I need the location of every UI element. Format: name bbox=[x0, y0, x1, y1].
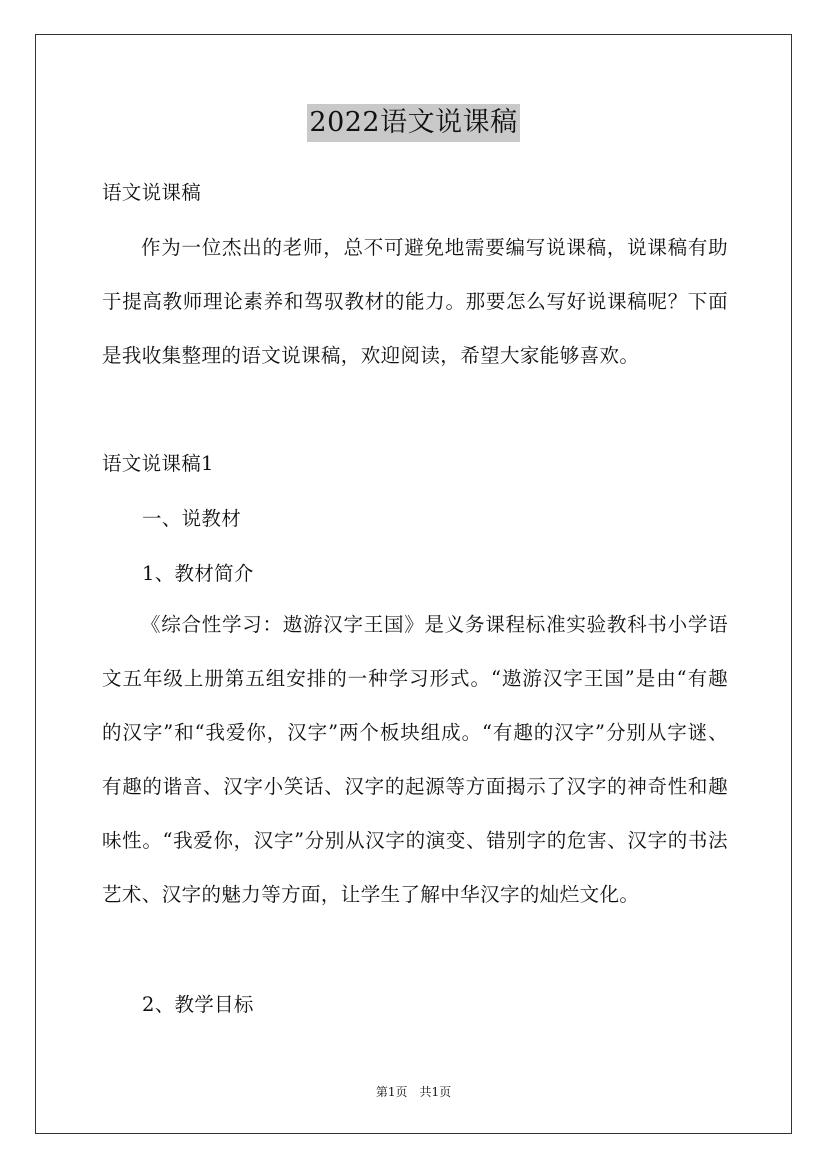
intro-heading: 语文说课稿 bbox=[102, 181, 202, 204]
section-title: 语文说课稿1 bbox=[102, 452, 214, 475]
intro-paragraph: 作为一位杰出的老师，总不可避免地需要编写说课稿，说课稿有助于提高教师理论素养和驾驭教材的能力。那要怎么写好说课稿呢？下面是我收集整理的语文说课稿，欢迎阅读，希望大家能够喜欢。 bbox=[102, 236, 728, 367]
item-heading-1: 1、教材简介 bbox=[142, 562, 254, 585]
body-paragraph: 《综合性学习：遨游汉字王国》是义务课程标准实验教科书小学语文五年级上册第五组安排的一种学习形式。“遨游汉字王国”是由“有趣的汉字”和“我爱你，汉字”两个板块组成。“有趣的汉字”分别从字谜、有趣的谐音、汉字小笑话、汉字的起源等方面揭示了汉字的神奇性和趣味性。“我爱你，汉字”分别从汉字的演变、错别字的危害、汉字的书法艺术、汉字的魅力等方面，让学生了解中华汉字的灿烂文化。 bbox=[102, 613, 728, 906]
subsection-heading: 一、说教材 bbox=[142, 507, 242, 530]
item-heading-2: 2、教学目标 bbox=[142, 993, 254, 1016]
document-title: 2022语文说课稿 bbox=[307, 104, 519, 142]
title-container bbox=[0, 104, 827, 142]
page-footer: 第1页 共1页 bbox=[375, 1085, 452, 1099]
